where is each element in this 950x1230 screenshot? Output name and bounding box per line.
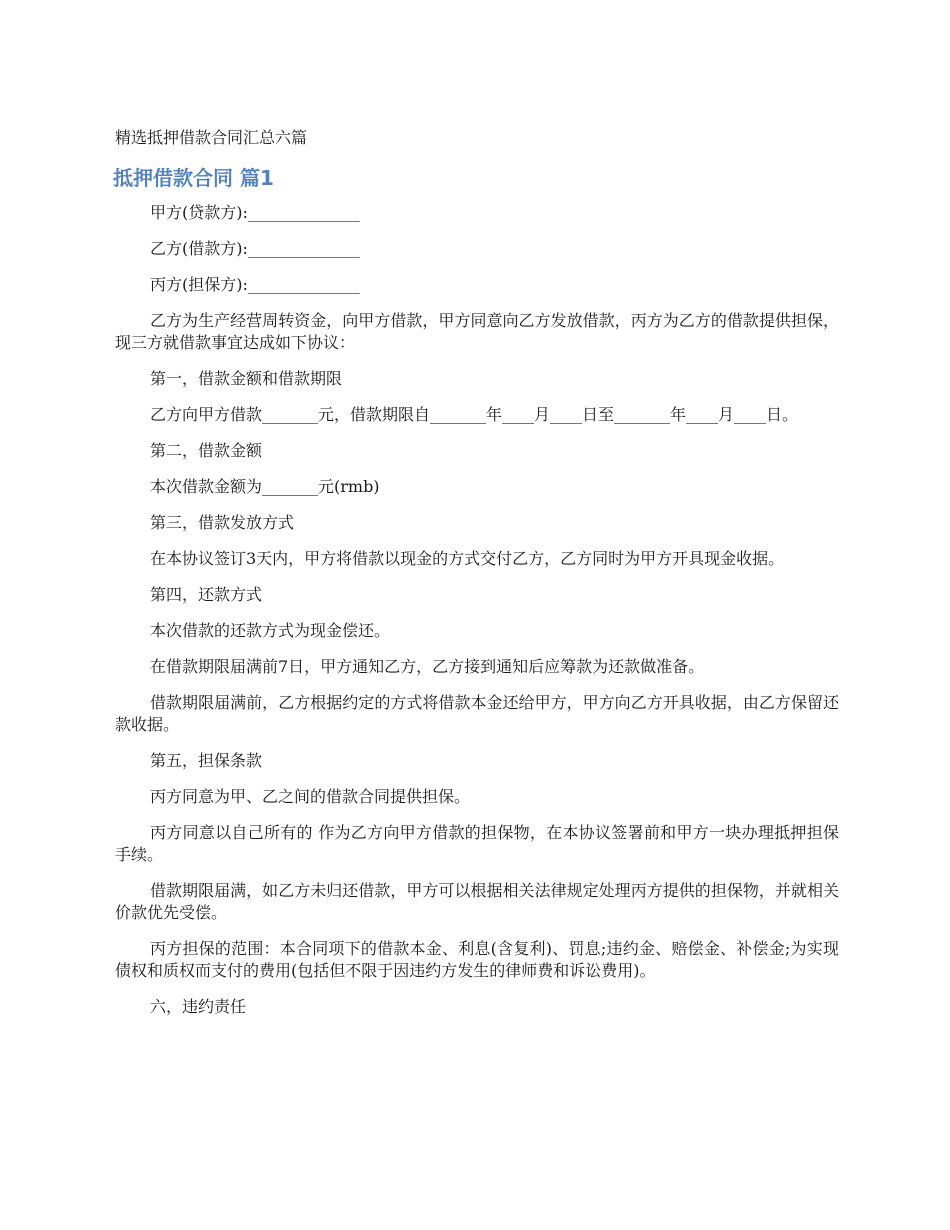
clause-paragraph: 借款期限届满前，乙方根据约定的方式将借款本金还给甲方，甲方向乙方开具收据，由乙方保留还款收据。 — [115, 693, 839, 734]
clause-paragraph: 丙方同意为甲、乙之间的借款合同提供担保。 — [150, 787, 471, 806]
clause-heading: 六，违约责任 — [150, 997, 247, 1016]
party-b-line: 乙方(借款方):______________ — [150, 239, 360, 258]
clause-paragraph: 在借款期限届满前7日，甲方通知乙方，乙方接到通知后应筹款为还款做准备。 — [150, 657, 705, 676]
clause-paragraph: 丙方担保的范围：本合同项下的借款本金、利息(含复利)、罚息;违约金、赔偿金、补偿金;为实现债权和质权而支付的费用(包括但不限于因违约方发生的律师费和诉讼费用)。 — [115, 939, 839, 980]
clause-heading: 第一，借款金额和借款期限 — [150, 369, 343, 388]
clause-heading: 第三，借款发放方式 — [150, 513, 295, 532]
clause-heading: 第五，担保条款 — [150, 751, 263, 770]
document-body — [115, 202, 839, 1032]
clause-paragraph: 本次借款的还款方式为现金偿还。 — [150, 621, 391, 640]
clause-paragraph: 乙方向甲方借款_______元，借款期限自_______年____月____日至_______年____月____日。 — [150, 405, 799, 424]
clause-heading: 第四，还款方式 — [150, 585, 263, 604]
preamble-paragraph: 乙方为生产经营周转资金，向甲方借款，甲方同意向乙方发放借款，丙方为乙方的借款提供担保，现三方就借款事宜达成如下协议： — [115, 311, 839, 352]
clause-paragraph: 本次借款金额为_______元(rmb) — [150, 477, 380, 496]
party-c-line: 丙方(担保方):______________ — [150, 275, 360, 294]
clause-paragraph: 在本协议签订3天内，甲方将借款以现金的方式交付乙方，乙方同时为甲方开具现金收据。 — [150, 549, 785, 568]
section-heading: 抵押借款合同 篇1 — [113, 166, 274, 190]
clause-paragraph: 丙方同意以自己所有的 作为乙方向甲方借款的担保物，在本协议签署前和甲方一块办理抵押担保手续。 — [115, 823, 839, 864]
clause-paragraph: 借款期限届满，如乙方未归还借款，甲方可以根据相关法律规定处理丙方提供的担保物，并就相关价款优先受偿。 — [115, 881, 839, 922]
party-a-line: 甲方(贷款方):______________ — [150, 203, 360, 222]
document-title: 精选抵押借款合同汇总六篇 — [115, 128, 308, 147]
clause-heading: 第二，借款金额 — [150, 441, 263, 460]
